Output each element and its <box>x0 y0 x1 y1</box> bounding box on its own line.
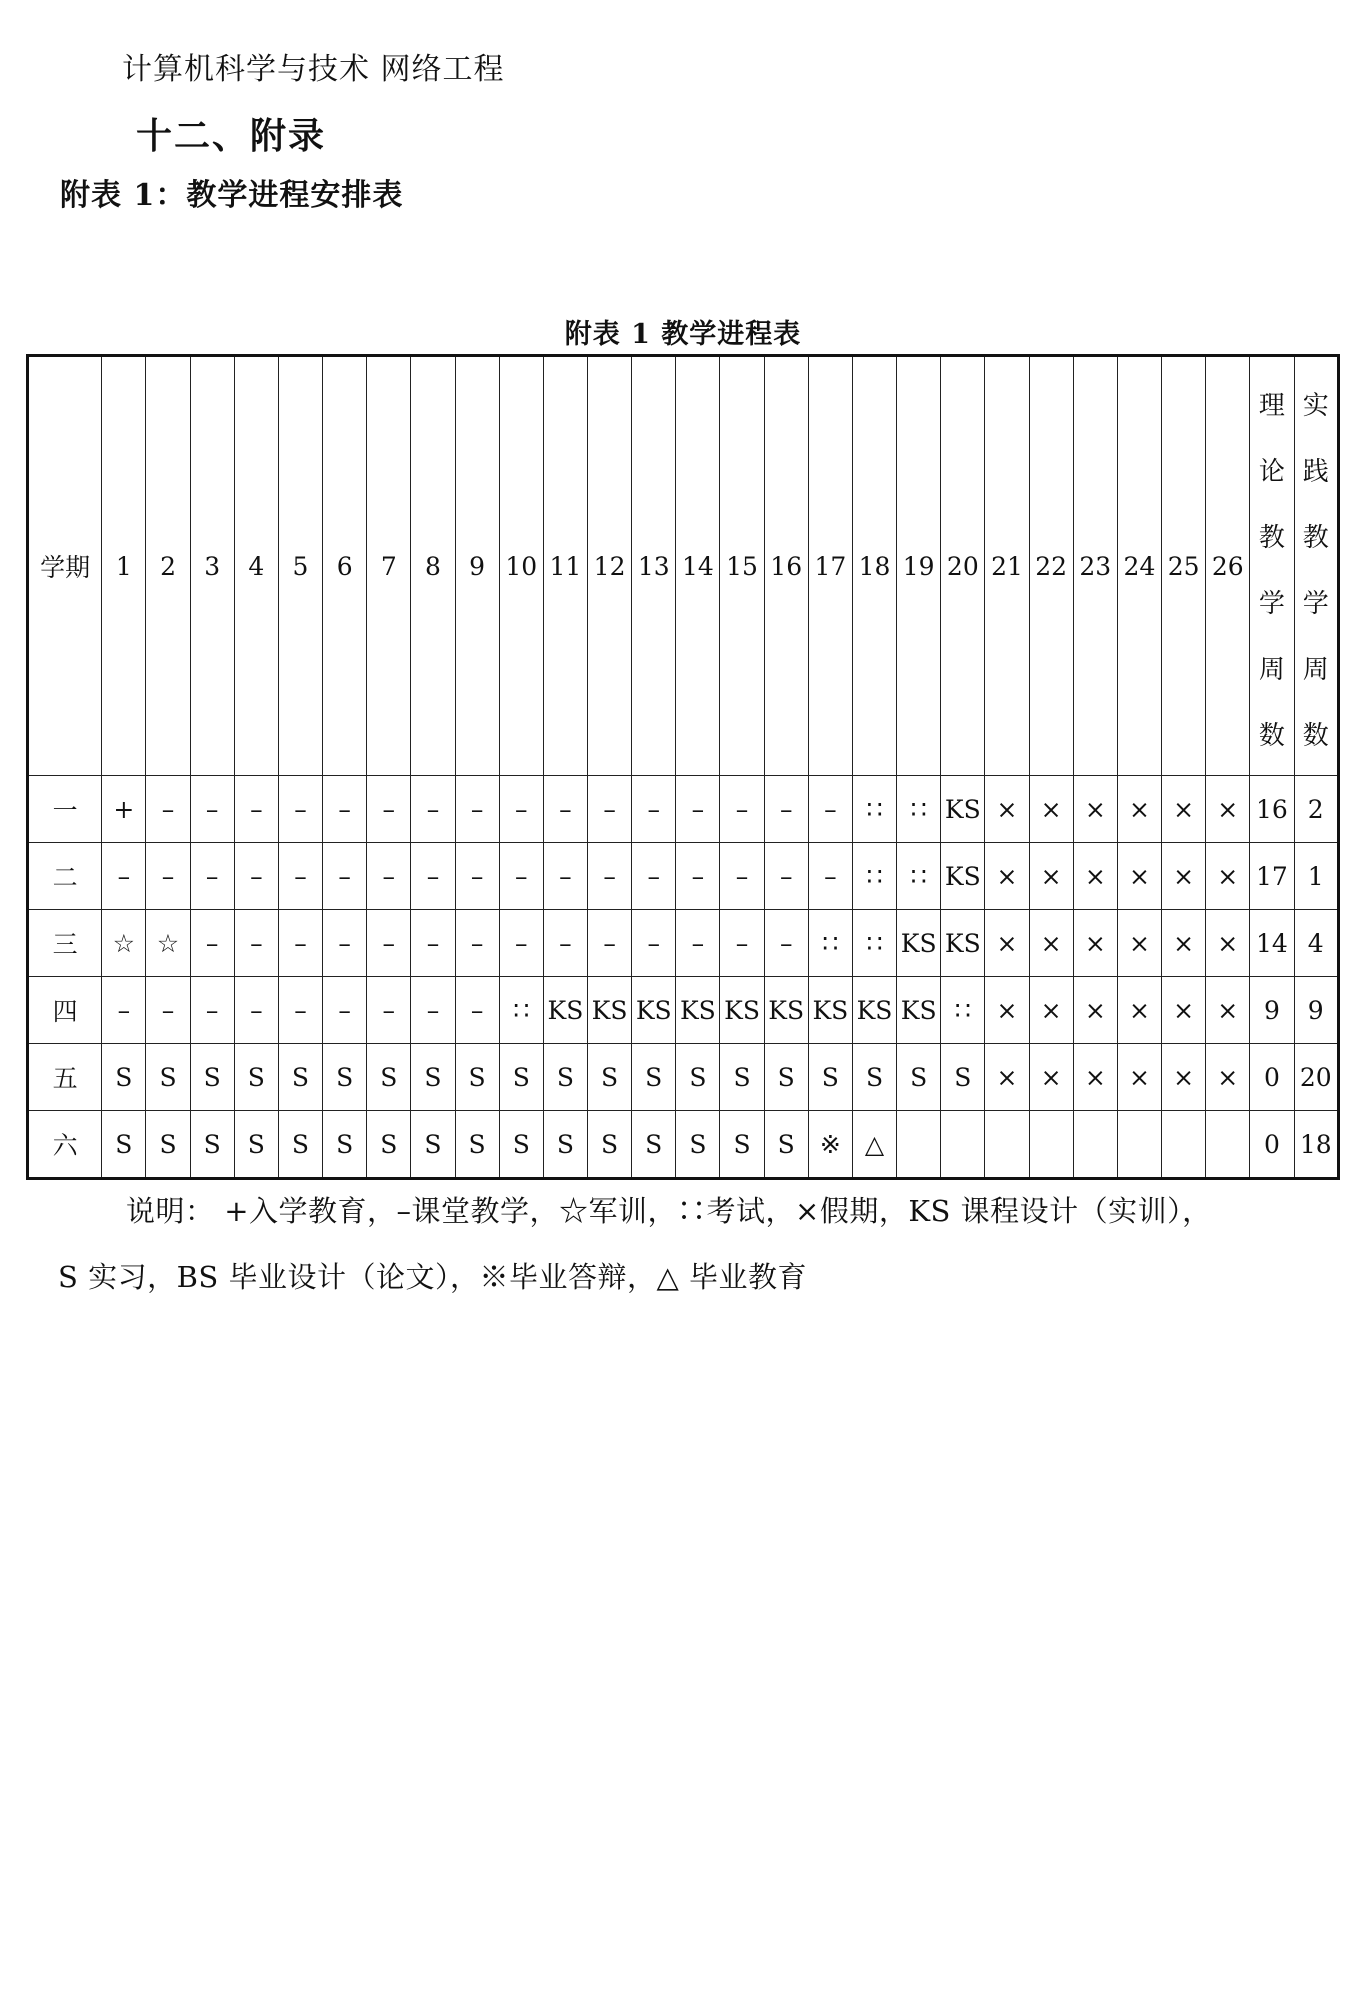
week-cell: – <box>234 910 278 977</box>
week-cell: S <box>234 1044 278 1111</box>
week-header-13: 13 <box>632 356 676 776</box>
practice-header-char: 学 <box>1302 589 1329 619</box>
week-cell: S <box>499 1044 543 1111</box>
week-cell: × <box>1162 843 1206 910</box>
week-cell: – <box>720 843 764 910</box>
table-row <box>28 843 1339 910</box>
week-cell: – <box>455 977 499 1044</box>
table-row <box>28 776 1339 843</box>
week-cell <box>1117 1111 1161 1179</box>
week-cell: – <box>676 843 720 910</box>
week-cell: × <box>1206 776 1250 843</box>
week-cell: × <box>1206 977 1250 1044</box>
week-cell: × <box>1117 910 1161 977</box>
week-header-12: 12 <box>588 356 632 776</box>
week-header-11: 11 <box>543 356 587 776</box>
week-cell: – <box>720 910 764 977</box>
semester-cell: 三 <box>28 910 102 977</box>
week-cell: × <box>1073 1044 1117 1111</box>
week-cell: S <box>102 1111 146 1179</box>
week-cell: S <box>588 1111 632 1179</box>
week-cell: – <box>720 776 764 843</box>
week-cell: × <box>1162 977 1206 1044</box>
week-cell: – <box>676 910 720 977</box>
week-cell: – <box>676 776 720 843</box>
week-cell: – <box>808 776 852 843</box>
week-cell: – <box>543 843 587 910</box>
week-cell: × <box>985 1044 1029 1111</box>
theory-header-char: 学 <box>1258 589 1285 619</box>
week-cell: S <box>764 1111 808 1179</box>
week-cell: – <box>323 910 367 977</box>
week-cell: – <box>588 910 632 977</box>
week-cell: – <box>234 843 278 910</box>
week-cell: – <box>499 910 543 977</box>
practice-weeks-cell: 9 <box>1294 977 1339 1044</box>
week-cell: – <box>588 776 632 843</box>
week-cell: ※ <box>808 1111 852 1179</box>
week-cell: S <box>323 1111 367 1179</box>
week-cell: S <box>367 1111 411 1179</box>
week-cell: KS <box>897 977 941 1044</box>
theory-weeks-cell: 9 <box>1250 977 1294 1044</box>
week-cell: – <box>278 977 322 1044</box>
week-cell: S <box>632 1044 676 1111</box>
week-cell: ∷ <box>499 977 543 1044</box>
week-cell: – <box>455 843 499 910</box>
week-header-20: 20 <box>941 356 985 776</box>
week-cell: – <box>146 977 190 1044</box>
semester-header: 学期 <box>28 356 102 776</box>
week-cell: – <box>190 776 234 843</box>
week-header-16: 16 <box>764 356 808 776</box>
week-cell: – <box>764 910 808 977</box>
week-header-22: 22 <box>1029 356 1073 776</box>
week-cell: × <box>1117 1044 1161 1111</box>
week-cell: S <box>411 1111 455 1179</box>
week-cell: S <box>455 1044 499 1111</box>
week-cell: × <box>1117 776 1161 843</box>
practice-weeks-cell: 20 <box>1294 1044 1339 1111</box>
week-cell: – <box>411 977 455 1044</box>
week-cell: – <box>102 843 146 910</box>
week-cell: – <box>411 776 455 843</box>
week-cell: KS <box>941 910 985 977</box>
theory-weeks-cell: 14 <box>1250 910 1294 977</box>
week-cell: S <box>367 1044 411 1111</box>
table-header-row <box>28 356 1339 776</box>
week-header-3: 3 <box>190 356 234 776</box>
week-cell: KS <box>676 977 720 1044</box>
week-header-15: 15 <box>720 356 764 776</box>
week-cell: ∷ <box>941 977 985 1044</box>
week-cell <box>941 1111 985 1179</box>
week-cell: S <box>234 1111 278 1179</box>
week-cell: S <box>190 1044 234 1111</box>
week-cell: × <box>985 776 1029 843</box>
week-header-19: 19 <box>897 356 941 776</box>
legend-line-2: S 实习，BS 毕业设计（论文），※毕业答辩，△ 毕业教育 <box>58 1260 808 1294</box>
semester-cell: 五 <box>28 1044 102 1111</box>
practice-weeks-cell: 2 <box>1294 776 1339 843</box>
week-cell: KS <box>941 843 985 910</box>
theory-header-char: 周 <box>1258 655 1285 685</box>
week-cell: – <box>808 843 852 910</box>
week-header-10: 10 <box>499 356 543 776</box>
week-cell <box>1073 1111 1117 1179</box>
week-cell: × <box>1073 843 1117 910</box>
week-cell: – <box>146 843 190 910</box>
theory-weeks-header <box>1250 356 1294 776</box>
week-cell: – <box>367 910 411 977</box>
week-cell: S <box>411 1044 455 1111</box>
week-cell: × <box>985 910 1029 977</box>
week-cell: △ <box>852 1111 896 1179</box>
week-cell: KS <box>632 977 676 1044</box>
theory-header-char: 数 <box>1258 721 1285 751</box>
week-cell: – <box>588 843 632 910</box>
week-cell: S <box>543 1111 587 1179</box>
week-cell: – <box>102 977 146 1044</box>
week-cell: – <box>632 776 676 843</box>
week-cell: – <box>367 843 411 910</box>
week-cell: KS <box>808 977 852 1044</box>
week-cell: S <box>676 1044 720 1111</box>
week-cell: S <box>588 1044 632 1111</box>
practice-weeks-cell: 1 <box>1294 843 1339 910</box>
week-cell: – <box>278 843 322 910</box>
week-cell: – <box>543 910 587 977</box>
week-header-4: 4 <box>234 356 278 776</box>
theory-weeks-cell: 17 <box>1250 843 1294 910</box>
week-header-17: 17 <box>808 356 852 776</box>
week-header-7: 7 <box>367 356 411 776</box>
theory-header-char: 理 <box>1258 391 1285 421</box>
table-row <box>28 977 1339 1044</box>
week-cell: – <box>323 843 367 910</box>
practice-weeks-cell: 4 <box>1294 910 1339 977</box>
practice-header-char: 教 <box>1302 523 1329 553</box>
week-cell: S <box>852 1044 896 1111</box>
week-cell: ∷ <box>897 843 941 910</box>
week-cell: × <box>1162 1044 1206 1111</box>
week-header-25: 25 <box>1162 356 1206 776</box>
week-cell: S <box>102 1044 146 1111</box>
week-cell: – <box>278 910 322 977</box>
week-cell: KS <box>764 977 808 1044</box>
week-cell: – <box>632 843 676 910</box>
week-cell: × <box>1117 843 1161 910</box>
week-cell: – <box>455 910 499 977</box>
week-cell: × <box>1073 776 1117 843</box>
week-cell: – <box>499 843 543 910</box>
week-cell: KS <box>941 776 985 843</box>
week-cell: – <box>323 977 367 1044</box>
week-cell <box>1206 1111 1250 1179</box>
week-cell: – <box>499 776 543 843</box>
week-cell: – <box>367 977 411 1044</box>
week-cell: S <box>190 1111 234 1179</box>
week-header-2: 2 <box>146 356 190 776</box>
week-cell: × <box>985 843 1029 910</box>
week-cell: – <box>367 776 411 843</box>
theory-weeks-cell: 0 <box>1250 1044 1294 1111</box>
semester-cell: 六 <box>28 1111 102 1179</box>
week-header-23: 23 <box>1073 356 1117 776</box>
week-cell: ∷ <box>852 776 896 843</box>
practice-header-char: 数 <box>1302 721 1329 751</box>
week-cell: – <box>411 910 455 977</box>
theory-header-char: 教 <box>1258 523 1285 553</box>
week-cell: ∷ <box>897 776 941 843</box>
week-cell: S <box>499 1111 543 1179</box>
week-cell: – <box>190 843 234 910</box>
week-cell: × <box>1029 776 1073 843</box>
week-cell: S <box>455 1111 499 1179</box>
week-cell <box>985 1111 1029 1179</box>
week-cell <box>1162 1111 1206 1179</box>
week-cell: – <box>146 776 190 843</box>
program-header: 计算机科学与技术 网络工程 <box>122 52 505 87</box>
week-cell: – <box>234 776 278 843</box>
week-cell: × <box>1206 843 1250 910</box>
practice-header-char: 践 <box>1302 457 1329 487</box>
week-cell: × <box>1029 843 1073 910</box>
semester-cell: 一 <box>28 776 102 843</box>
week-cell: – <box>278 776 322 843</box>
week-cell: × <box>1162 910 1206 977</box>
week-cell: S <box>720 1044 764 1111</box>
week-header-24: 24 <box>1117 356 1161 776</box>
week-cell: – <box>632 910 676 977</box>
week-cell: ∷ <box>852 843 896 910</box>
table-row <box>28 910 1339 977</box>
table-caption: 附表 1 教学进程表 <box>564 319 802 350</box>
week-cell: – <box>234 977 278 1044</box>
week-cell: S <box>146 1044 190 1111</box>
week-header-8: 8 <box>411 356 455 776</box>
week-cell: × <box>1073 910 1117 977</box>
semester-cell: 二 <box>28 843 102 910</box>
week-cell: × <box>1029 1044 1073 1111</box>
week-cell: – <box>764 776 808 843</box>
theory-header-char: 论 <box>1258 457 1285 487</box>
week-header-9: 9 <box>455 356 499 776</box>
appendix-subtitle: 附表 1：教学进程安排表 <box>60 178 404 213</box>
week-cell: × <box>1029 977 1073 1044</box>
week-cell: S <box>278 1111 322 1179</box>
week-cell: KS <box>897 910 941 977</box>
week-cell: – <box>411 843 455 910</box>
week-cell: KS <box>852 977 896 1044</box>
week-header-18: 18 <box>852 356 896 776</box>
week-header-1: 1 <box>102 356 146 776</box>
week-cell: S <box>808 1044 852 1111</box>
semester-cell: 四 <box>28 977 102 1044</box>
theory-weeks-cell: 0 <box>1250 1111 1294 1179</box>
week-cell: – <box>190 910 234 977</box>
week-header-5: 5 <box>278 356 322 776</box>
week-header-21: 21 <box>985 356 1029 776</box>
legend-line-1: 说明： +入学教育，–课堂教学，☆军训，∷考试，×假期，KS 课程设计（实训）， <box>126 1194 1212 1228</box>
week-cell: S <box>632 1111 676 1179</box>
table-row <box>28 1111 1339 1179</box>
practice-header-char: 周 <box>1302 655 1329 685</box>
theory-weeks-cell: 16 <box>1250 776 1294 843</box>
week-cell: + <box>102 776 146 843</box>
week-cell: S <box>543 1044 587 1111</box>
week-cell: × <box>1162 776 1206 843</box>
week-cell: S <box>278 1044 322 1111</box>
table-row <box>28 1044 1339 1111</box>
teaching-schedule-table <box>26 354 1340 1180</box>
week-cell: KS <box>720 977 764 1044</box>
week-header-6: 6 <box>323 356 367 776</box>
practice-weeks-header <box>1294 356 1339 776</box>
week-cell: × <box>1029 910 1073 977</box>
week-cell: ☆ <box>102 910 146 977</box>
week-cell <box>897 1111 941 1179</box>
week-header-26: 26 <box>1206 356 1250 776</box>
week-cell: × <box>1206 1044 1250 1111</box>
week-cell: S <box>323 1044 367 1111</box>
week-cell: KS <box>543 977 587 1044</box>
week-cell: ☆ <box>146 910 190 977</box>
week-cell <box>1029 1111 1073 1179</box>
week-cell: S <box>720 1111 764 1179</box>
week-cell: S <box>764 1044 808 1111</box>
week-cell: ∷ <box>808 910 852 977</box>
week-cell: S <box>146 1111 190 1179</box>
week-cell: – <box>455 776 499 843</box>
week-cell: × <box>1117 977 1161 1044</box>
week-cell: S <box>676 1111 720 1179</box>
week-cell: S <box>897 1044 941 1111</box>
week-cell: – <box>323 776 367 843</box>
week-cell: KS <box>588 977 632 1044</box>
week-cell: – <box>190 977 234 1044</box>
section-title: 十二、附录 <box>136 115 327 157</box>
practice-weeks-cell: 18 <box>1294 1111 1339 1179</box>
week-cell: S <box>941 1044 985 1111</box>
week-cell: ∷ <box>852 910 896 977</box>
week-cell: – <box>764 843 808 910</box>
week-cell: × <box>985 977 1029 1044</box>
practice-header-char: 实 <box>1302 391 1329 421</box>
week-header-14: 14 <box>676 356 720 776</box>
week-cell: – <box>543 776 587 843</box>
week-cell: × <box>1206 910 1250 977</box>
week-cell: × <box>1073 977 1117 1044</box>
